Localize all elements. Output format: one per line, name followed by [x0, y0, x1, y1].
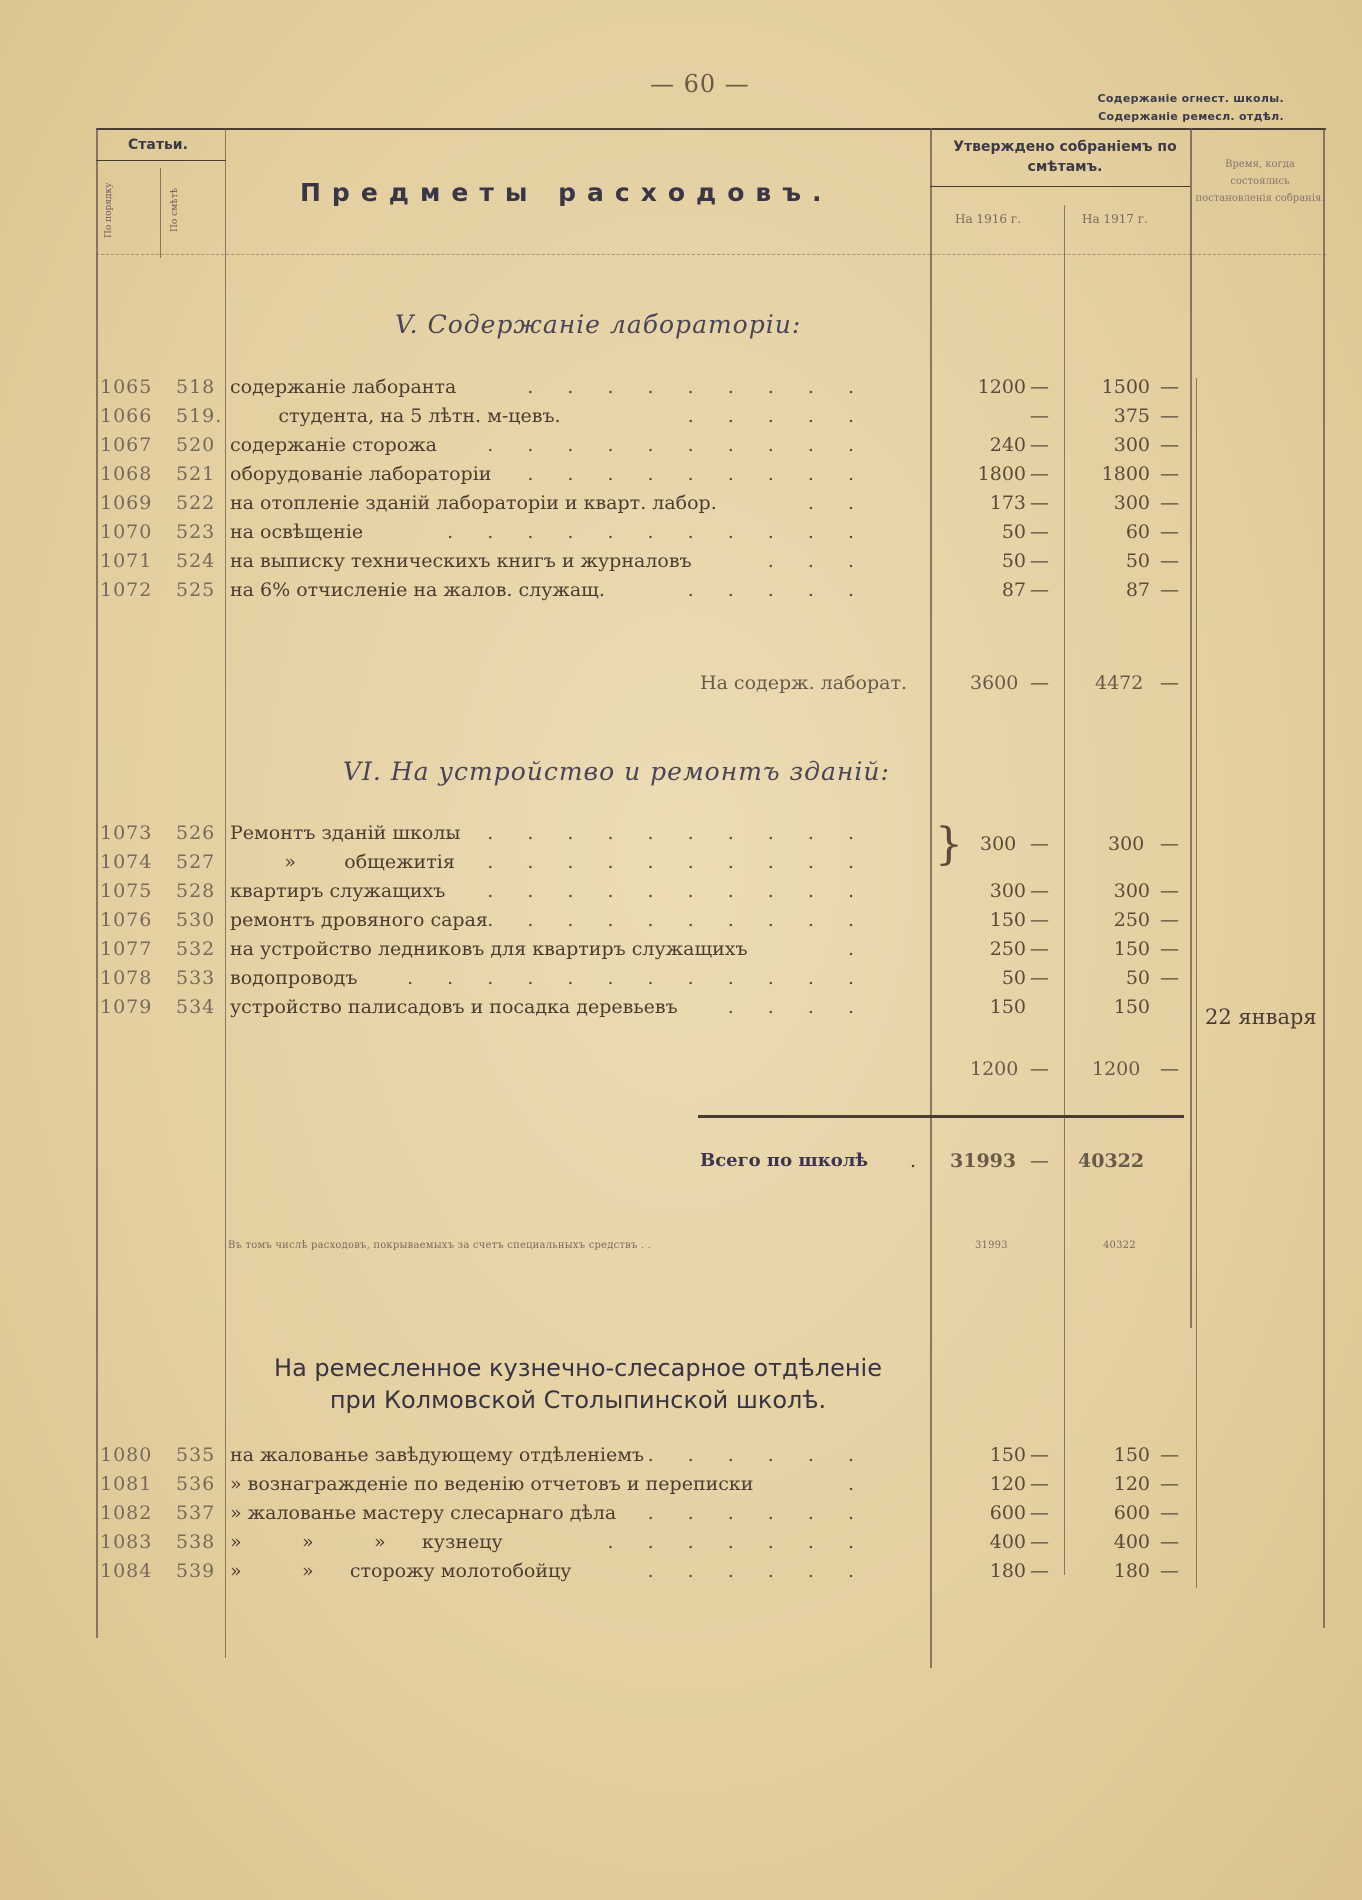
dash: — — [1030, 833, 1049, 855]
header-col-order: По порядку — [104, 182, 114, 238]
special-funds-1916: 31993 — [975, 1240, 1008, 1251]
dash: — — [1030, 672, 1049, 694]
right-border — [1323, 128, 1325, 1628]
table-row: 1075 528 квартиръ служащихъ . . . . . . . . . . 300 300 — [100, 880, 1150, 902]
total-rule — [698, 1115, 1184, 1118]
total-label: Всего по школѣ — [700, 1150, 869, 1171]
dash: — — [1160, 1058, 1179, 1080]
section6-subtotal-1917: 1200 — [1092, 1058, 1141, 1080]
header-col-smeta: По смѣтѣ — [170, 188, 180, 233]
department-title-line2: при Колмовской Столыпинской школѣ. — [329, 1386, 827, 1414]
bracket-1917: 300 — [1108, 833, 1145, 855]
header-year-1917: На 1917 г. — [1082, 212, 1148, 226]
table-row: 1079 534 устройство палисадовъ и посадка деревьевъ . . . . 150 150 — [100, 996, 1150, 1018]
table-row: 1083 538 » » » кузнецу . . . . . . . 400 400 — [100, 1531, 1150, 1553]
table-row: 1084 539 » » сторожу молотобойцу . . . . . . 180 180 — [100, 1560, 1150, 1582]
dash-column: — — — — — — [1030, 1444, 1049, 1582]
page-number: — 60 — — [650, 70, 750, 98]
table-row: 1066 519. студента, на 5 лѣтн. м-цевъ. . . . . . 375 — [100, 405, 1150, 427]
table-row: 1080 535 на жалованье завѣдующему отдѣленіемъ . . . . . . . 150 150 — [100, 1444, 1150, 1466]
col-separator-time — [1190, 128, 1192, 1328]
col-separator-order — [160, 168, 161, 258]
date-22-january: 22 января — [1205, 1005, 1317, 1029]
table-row: 1077 532 на устройство ледниковъ для квартиръ служащихъ . 250 150 — [100, 938, 1150, 960]
dash: — — [1160, 672, 1179, 694]
section5-subtotal-1916: 3600 — [970, 672, 1019, 694]
dash: — — [1160, 833, 1179, 855]
dash-column: — — — — — — — — — [1160, 376, 1179, 601]
brace: } — [935, 819, 963, 870]
table-row: 1081 536 » вознагражденіе по веденію отчетовъ и переписки . 120 120 — [100, 1473, 1150, 1495]
header-year-1916: На 1916 г. — [955, 212, 1021, 226]
header-approved: Утверждено собраніемъ по смѣтамъ. — [953, 139, 1177, 175]
dash-column: — — — — — [1030, 880, 1049, 989]
total-1916: 31993 — [950, 1150, 1017, 1172]
running-head-2: Содержаніе ремесл. отдѣл. — [1098, 110, 1284, 123]
table-row: 1073 526 Ремонтъ зданій школы . . . . . . . . . . . — [100, 822, 868, 844]
table-row: 1078 533 водопроводъ . . . . . . . . . . . . 50 50 — [100, 967, 1150, 989]
dash-column: — — — — — — [1160, 1444, 1179, 1582]
table-row: 1070 523 на освѣщеніе . . . . . . . . . . . 50 60 — [100, 521, 1150, 543]
table-row: 1072 525 на 6% отчисленіе на жалов. служащ. . . . . . 87 87 — [100, 579, 1150, 601]
special-funds-1917: 40322 — [1103, 1240, 1136, 1251]
table-row: 1074 527 » общежитія . . . . . . . . . . — [100, 851, 868, 873]
top-rule — [96, 128, 1326, 130]
total-1917: 40322 — [1078, 1150, 1145, 1172]
dot: . — [910, 1150, 917, 1172]
table-row: 1068 521 оборудованіе лабораторіи . . . . . . . . . 1800 1800 — [100, 463, 1150, 485]
special-funds-note: Въ томъ числѣ расходовъ, покрываемыхъ за счетъ специальныхъ средствъ . . — [228, 1240, 652, 1251]
left-border — [96, 128, 98, 1638]
bracket-line — [1196, 378, 1197, 1588]
section6-subtotal-1916: 1200 — [970, 1058, 1019, 1080]
dash: — — [1030, 1058, 1049, 1080]
table-row: 1076 530 ремонтъ дровяного сарая . . . . . . . . . . 150 250 — [100, 909, 1150, 931]
bracket-1916: 300 — [980, 833, 1017, 855]
dash: — — [1030, 1150, 1049, 1172]
table-row: 1069 522 на отопленіе зданій лабораторіи и кварт. лабор. . . 173 300 — [100, 492, 1150, 514]
header-time-column: Время, когда состоялись постановленія собранія. — [1195, 159, 1325, 204]
section5-title: V. Содержаніе лабораторіи: — [395, 310, 802, 339]
table-row: 1082 537 » жалованье мастеру слесарнаго дѣла . . . . . . 600 600 — [100, 1502, 1150, 1524]
table-row: 1067 520 содержаніе сторожа . . . . . . . . . . 240 300 — [100, 434, 1150, 456]
section5-subtotal-1917: 4472 — [1095, 672, 1144, 694]
department-title-line1: На ремесленное кузнечно-слесарное отдѣленіе — [274, 1354, 882, 1382]
department-title — [226, 1352, 930, 1416]
section6-title: VI. На устройство и ремонтъ зданій: — [343, 757, 890, 786]
header-statyi: Статьи. — [128, 137, 188, 153]
dash-column: — — — — — [1160, 880, 1179, 989]
header-title: Предметы расходовъ. — [300, 178, 833, 207]
table-row: 1071 524 на выписку техническихъ книгъ и журналовъ . . . 50 50 — [100, 550, 1150, 572]
table-row: 1065 518 содержаніе лаборанта . . . . . . . . . 1200 1500 — [100, 376, 1150, 398]
dash-column: — — — — — — — — — [1030, 376, 1049, 601]
approved-rule — [930, 186, 1190, 187]
statyi-rule — [96, 160, 226, 161]
running-head-1: Содержаніе огнест. школы. — [1097, 92, 1284, 105]
section5-subtotal-label: На содерж. лаборат. — [700, 672, 907, 694]
header-rule — [96, 254, 1326, 256]
